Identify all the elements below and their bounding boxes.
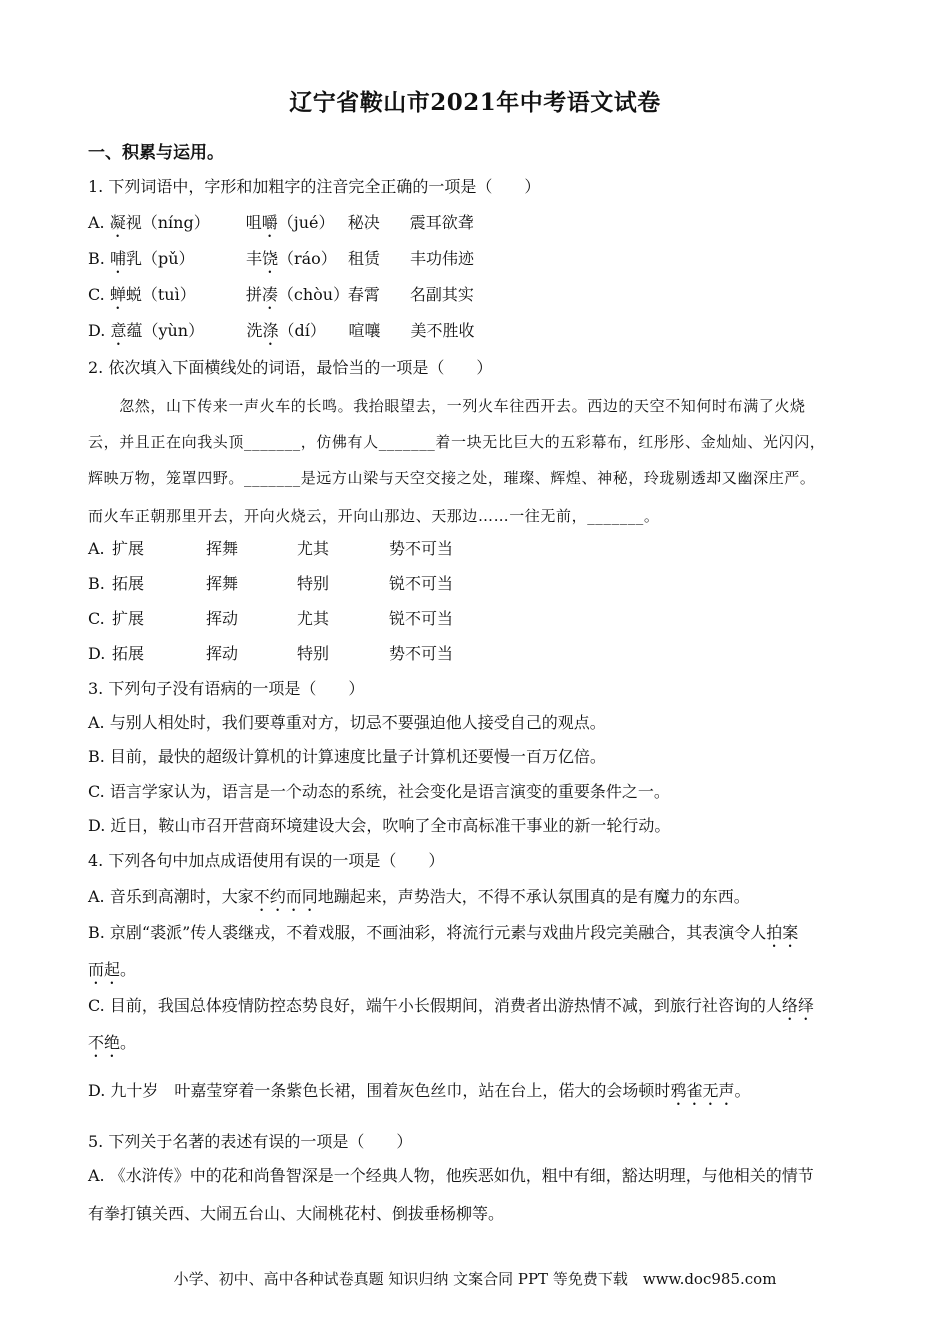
question-2-option-b: B. 拓展 挥舞 特别 锐不可当 bbox=[88, 574, 454, 593]
question-2-option-d: D. 拓展 挥动 特别 势不可当 bbox=[88, 644, 454, 663]
question-3-option-c: C. 语言学家认为，语言是一个动态的系统，社会变化是语言演变的重要条件之一。 bbox=[88, 782, 670, 801]
question-1-option-a: A. 凝视（níng） 咀嚼（jué） 秘决 震耳欲聋 bbox=[88, 213, 474, 232]
question-4-stem: 4. 下列各句中加点成语使用有误的一项是（ ） bbox=[88, 851, 445, 870]
passage-line: 而火车正朝那里开去，开向火烧云，开向山那边、天那边……一往无前，_______。 bbox=[88, 507, 660, 525]
question-5-option-a: A. 《水浒传》中的花和尚鲁智深是一个经典人物，他疾恶如仇，粗中有细，豁达明理，与他相关的情节 bbox=[88, 1166, 814, 1185]
question-5-stem: 5. 下列关于名著的表述有误的一项是（ ） bbox=[88, 1132, 413, 1151]
question-3-stem: 3. 下列句子没有语病的一项是（ ） bbox=[88, 679, 365, 698]
question-1-stem: 1. 下列词语中，字形和加粗字的注音完全正确的一项是（ ） bbox=[88, 177, 541, 196]
question-2-option-c: C. 扩展 挥动 尤其 锐不可当 bbox=[88, 609, 454, 628]
passage-line: 忽然，山下传来一声火车的长鸣。我抬眼望去，一列火车往西开去。西边的天空不知何时布满了火烧 bbox=[88, 397, 806, 415]
question-3-option-b: B. 目前，最快的超级计算机的计算速度比量子计算机还要慢一百万亿倍。 bbox=[88, 747, 606, 766]
question-4-option-d: D. 九十岁 叶嘉莹穿着一条紫色长裙，围着灰色丝巾，站在台上，偌大的会场顿时鸦雀无声。 bbox=[88, 1081, 751, 1100]
question-2-stem: 2. 依次填入下面横线处的词语，最恰当的一项是（ ） bbox=[88, 358, 493, 377]
question-1-option-c: C. 蝉蜕（tuì） 拼凑（chòu）春霄 名副其实 bbox=[88, 285, 474, 304]
question-3-option-a: A. 与别人相处时，我们要尊重对方，切忌不要强迫他人接受自己的观点。 bbox=[88, 713, 606, 732]
question-2-option-a: A. 扩展 挥舞 尤其 势不可当 bbox=[88, 539, 454, 558]
page-title: 辽宁省鞍山市2021年中考语文试卷 bbox=[289, 89, 661, 116]
question-4-option-c: C. 目前，我国总体疫情防控态势良好，端午小长假期间，消费者出游热情不减，到旅行社咨询的人络绎 bbox=[88, 996, 814, 1015]
question-4-option-b: B. 京剧“裘派”传人裘继戎，不着戏服，不画油彩，将流行元素与戏曲片段完美融合，其表演令人拍案 bbox=[88, 923, 799, 942]
question-5-option-a-cont: 有拳打镇关西、大闹五台山、大闹桃花村、倒拔垂杨柳等。 bbox=[88, 1204, 505, 1223]
question-1-option-d: D. 意蕴（yùn） 洗涤（dí） 喧嚷 美不胜收 bbox=[88, 321, 475, 340]
question-4-option-a: A. 音乐到高潮时，大家不约而同地蹦起来，声势浩大，不得不承认氛围真的是有魔力的东西。 bbox=[88, 887, 750, 906]
section-heading: 一、积累与运用。 bbox=[88, 143, 224, 163]
passage-line: 云，并且正在向我头顶_______，仿佛有人_______着一块无比巨大的五彩幕布，红彤彤、金灿灿、光闪闪， bbox=[88, 433, 826, 451]
page-footer: 小学、初中、高中各种试卷真题 知识归纳 文案合同 PPT 等免费下载 www.doc985.com bbox=[173, 1270, 777, 1288]
question-4-option-c-cont: 不绝。 bbox=[88, 1033, 137, 1052]
question-3-option-d: D. 近日，鞍山市召开营商环境建设大会，吹响了全市高标准干事业的新一轮行动。 bbox=[88, 816, 671, 835]
question-1-option-b: B. 哺乳（pǔ） 丰饶（ráo） 租赁 丰功伟迹 bbox=[88, 249, 474, 268]
passage-line: 辉映万物，笼罩四野。_______是远方山梁与天空交接之处，璀璨、辉煌、神秘，玲珑剔透却又幽深庄严。 bbox=[88, 469, 816, 487]
question-4-option-b-cont: 而起。 bbox=[88, 960, 137, 979]
